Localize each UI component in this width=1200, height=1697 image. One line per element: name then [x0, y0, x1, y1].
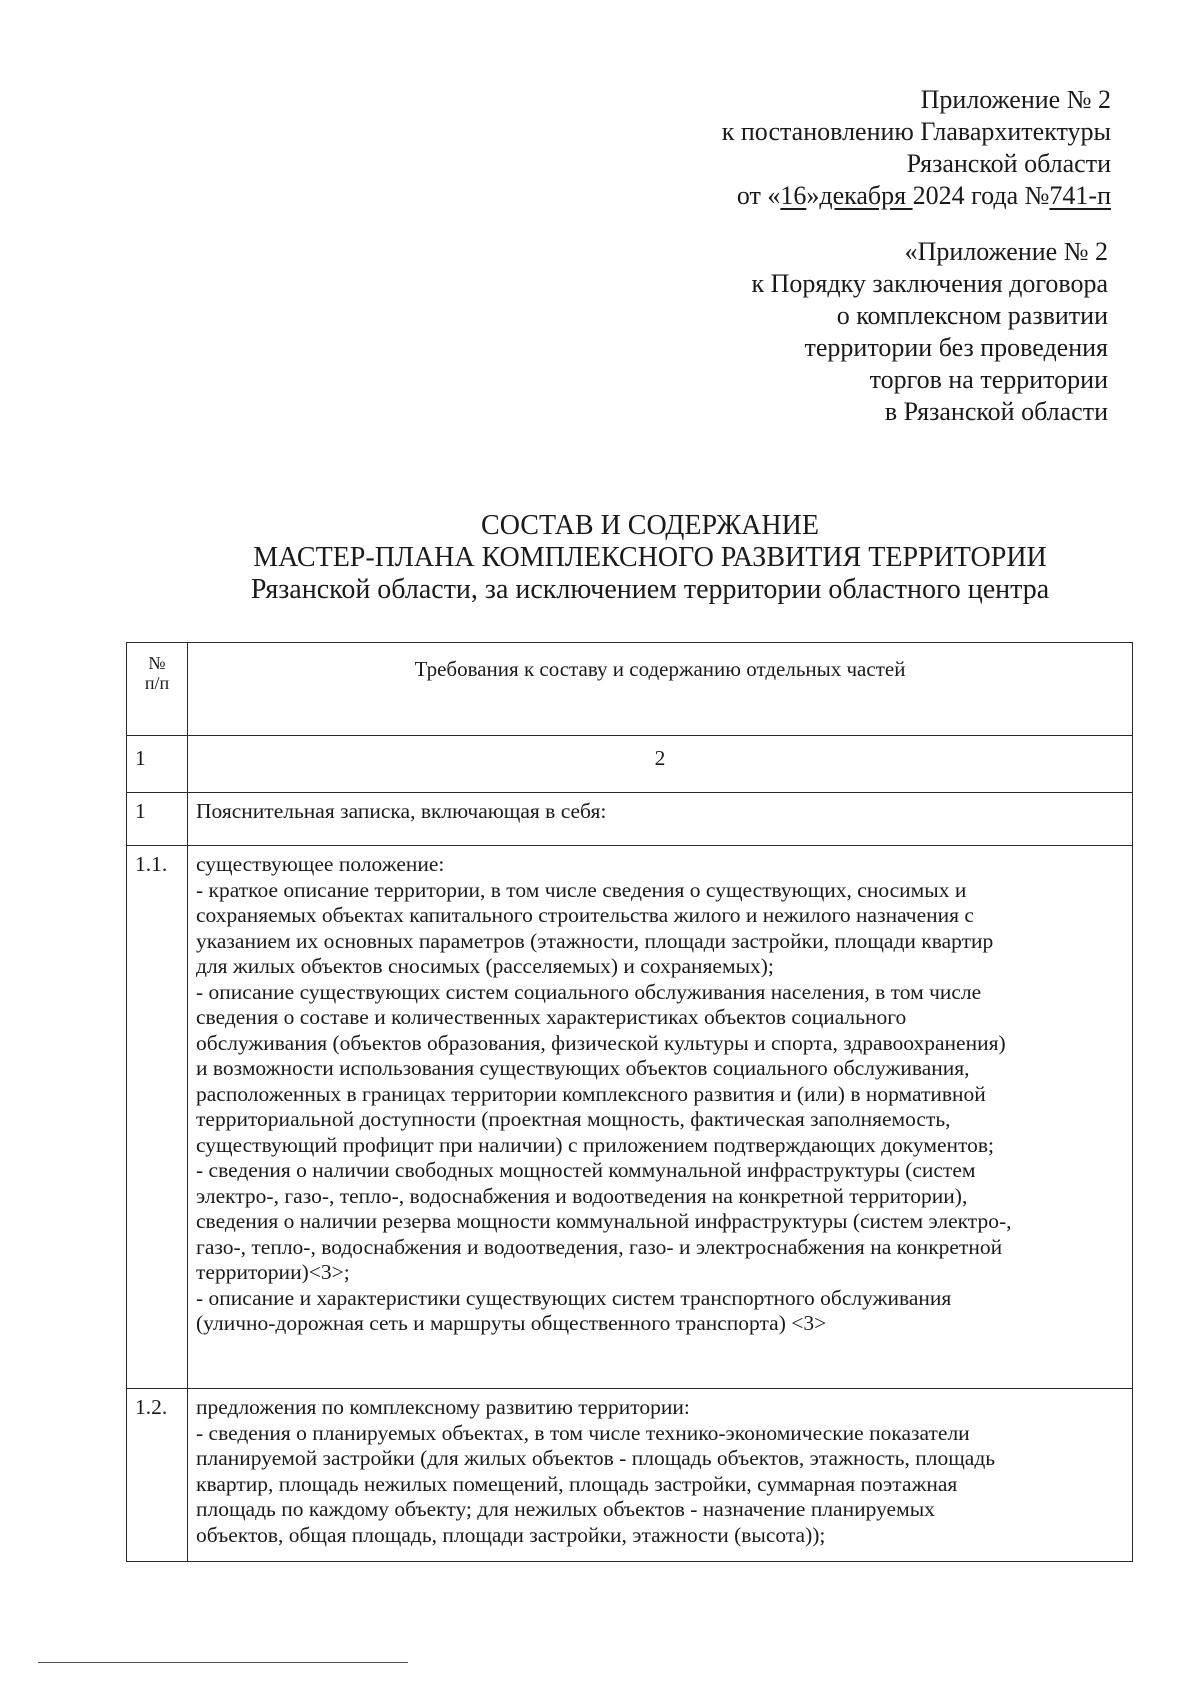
row-text-line: (улично-дорожная сеть и маршруты общественного транспорта) <3>: [196, 1311, 827, 1335]
table-row: [127, 793, 1133, 846]
row-text-line: предложения по комплексному развитию территории:: [196, 1395, 690, 1419]
appendix-date-line: [0, 180, 1111, 212]
appendix-line-3: Рязанской области: [906, 149, 1111, 178]
date-prefix: от «: [736, 181, 781, 210]
row-text-line: сведения о наличии резерва мощности коммунальной инфраструктуры (систем электро-,: [196, 1209, 1012, 1233]
row-text-line: территории)<3>;: [196, 1260, 350, 1284]
row-text-line: существующий профицит при наличии) с приложением подтверждающих документов;: [196, 1132, 995, 1157]
footer-rule: [38, 1662, 408, 1663]
requirements-table: [126, 642, 1133, 1562]
table-header-row: [127, 643, 1133, 736]
row-text-line: сведения о составе и количественных характеристиках объектов социального: [196, 1005, 907, 1029]
title-line-2: МАСТЕР-ПЛАНА КОМПЛЕКСНОГО РАЗВИТИЯ ТЕРРИТОРИИ: [253, 542, 1047, 573]
row-content: [188, 846, 1133, 1389]
title-line-3: Рязанской области, за исключением территории областного центра: [250, 574, 1050, 605]
row-text-line: площадь по каждому объекту; для нежилых объектов - назначение планируемых: [196, 1497, 935, 1521]
column-number-1: 1: [127, 736, 188, 793]
row-text-line: территориальной доступности (проектная мощность, фактическая заполняемость,: [196, 1107, 951, 1131]
row-text-line: - описание и характеристики существующих систем транспортного обслуживания: [196, 1285, 952, 1310]
row-text-line: и возможности использования существующих объектов социального обслуживания,: [196, 1056, 970, 1080]
header-number-sign: №: [148, 653, 166, 673]
row-text-line: объектов, общая площадь, площади застройки, этажности (высота));: [196, 1522, 826, 1547]
title-line-1: СОСТАВ И СОДЕРЖАНИЕ: [481, 510, 819, 541]
table-row: [127, 1389, 1133, 1562]
header-number-cell: [127, 643, 188, 736]
table-row: [127, 846, 1133, 1389]
row-text-line: - описание существующих систем социального обслуживания населения, в том числе: [196, 979, 982, 1004]
column-number-2: 2: [188, 736, 1133, 793]
row-text-line: электро-, газо-, тепло-, водоснабжения и водоотведения на конкретной территории),: [196, 1183, 968, 1208]
appendix-line-1: Приложение № 2: [920, 85, 1111, 114]
date-year: 2024 года №: [912, 181, 1050, 210]
order-appendix-heading: [0, 236, 1108, 428]
appendix-heading: [0, 84, 1111, 212]
row-text-line: - краткое описание территории, в том числе сведения о существующих, сносимых и: [196, 877, 967, 902]
order-appendix-line-6: в Рязанской области: [884, 397, 1108, 426]
appendix-line-2: к постановлению Главархитектуры: [721, 117, 1111, 146]
row-text-line: квартир, площадь нежилых помещений, площадь застройки, суммарная поэтажная: [196, 1471, 958, 1496]
row-text-line: газо-, тепло-, водоснабжения и водоотведения, газо- и электроснабжения на конкретной: [196, 1234, 1003, 1259]
row-text-line: указанием их основных параметров (этажности, площади застройки, площади квартир: [196, 928, 994, 953]
header-number-abbr: п/п: [144, 673, 170, 693]
document-title: [0, 510, 1200, 606]
row-text-line: для жилых объектов сносимых (расселяемых) и сохраняемых);: [196, 954, 774, 978]
row-text-line: расположенных в границах территории комплексного развития и (или) в нормативной: [196, 1081, 986, 1106]
row-text-line: Пояснительная записка, включающая в себя:: [196, 799, 607, 823]
order-appendix-line-5: торгов на территории: [869, 365, 1108, 394]
row-text-line: обслуживания (объектов образования, физической культуры и спорта, здравоохранения): [196, 1030, 1006, 1055]
row-text-line: сохраняемых объектах капитального строительства жилого и нежилого назначения с: [196, 903, 974, 927]
row-number: 1.2.: [127, 1389, 188, 1562]
order-appendix-line-4: территории без проведения: [804, 333, 1108, 362]
row-content: [188, 1389, 1133, 1562]
order-appendix-line-1: «Приложение № 2: [904, 237, 1108, 266]
document-number: 741-п: [1049, 181, 1111, 210]
row-text-line: существующее положение:: [196, 852, 445, 876]
row-content: [188, 793, 1133, 846]
date-mid: »: [806, 181, 820, 210]
row-number: 1.1.: [127, 846, 188, 1389]
date-day: 16: [780, 181, 807, 210]
row-text-line: - сведения о планируемых объектах, в том числе технико-экономические показатели: [196, 1420, 970, 1445]
column-numbers-row: [127, 736, 1133, 793]
row-number: 1: [127, 793, 188, 846]
row-text-line: планируемой застройки (для жилых объектов - площадь объектов, этажность, площадь: [196, 1446, 996, 1470]
header-requirements-cell: Требования к составу и содержанию отдельных частей: [188, 643, 1133, 736]
order-appendix-line-3: о комплексном развитии: [836, 301, 1108, 330]
order-appendix-line-2: к Порядку заключения договора: [751, 269, 1108, 298]
date-month: декабря: [819, 181, 913, 210]
row-text-line: - сведения о наличии свободных мощностей коммунальной инфраструктуры (систем: [196, 1158, 976, 1182]
